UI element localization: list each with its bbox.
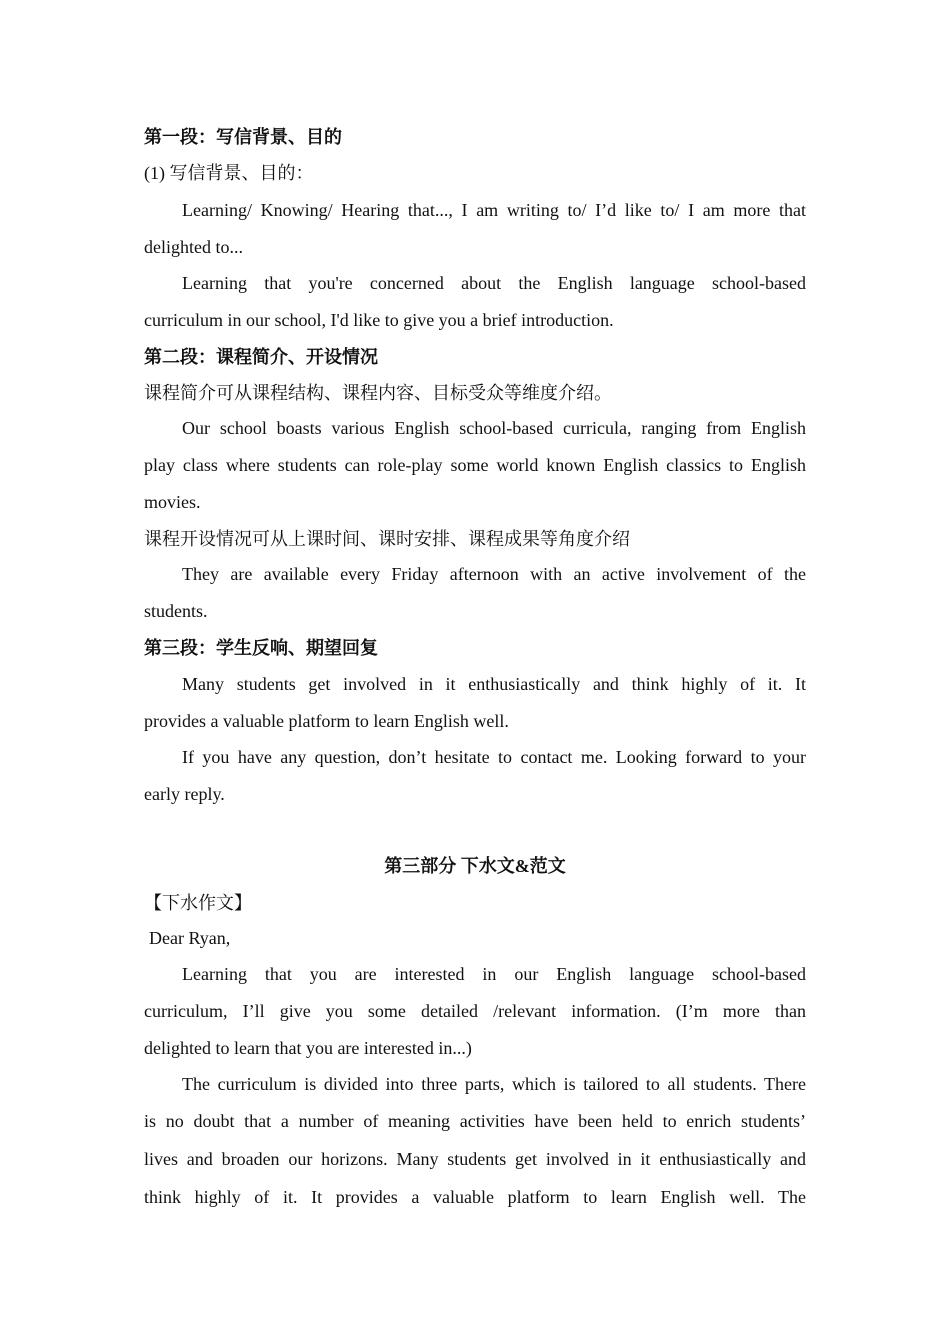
section1-p1-line: delighted to... bbox=[144, 237, 243, 257]
essay-p2-line: think highly of it. It provides a valuable platform to learn English well. The bbox=[144, 1187, 806, 1207]
section3-p2-line: If you have any question, don’t hesitate to contact me. Looking forward to your bbox=[182, 747, 806, 767]
essay-p1-line: curriculum, I’ll give you some detailed /relevant information. (I’m more than bbox=[144, 1001, 806, 1021]
letter-greeting: Dear Ryan, bbox=[149, 928, 231, 948]
section3-p2-line: early reply. bbox=[144, 784, 225, 804]
section1-subheading: (1) 写信背景、目的： bbox=[144, 163, 314, 183]
section3-p1-line: Many students get involved in it enthusiastically and think highly of it. It bbox=[182, 674, 806, 694]
section1-p1-line: Learning/ Knowing/ Hearing that..., I am writing to/ I’d like to/ I am more that bbox=[182, 200, 806, 220]
section2-note: 课程开设情况可从上课时间、课时安排、课程成果等角度介绍 bbox=[144, 529, 630, 549]
section1-p2-line: curriculum in our school, I'd like to give you a brief introduction. bbox=[144, 310, 614, 330]
section2-note: 课程简介可从课程结构、课程内容、目标受众等维度介绍。 bbox=[144, 383, 612, 403]
section2-p1-line: play class where students can role-play some world known English classics to English bbox=[144, 455, 806, 475]
section2-p2-line: They are available every Friday afternoon with an active involvement of the bbox=[182, 564, 806, 584]
essay-p1-line: Learning that you are interested in our English language school-based bbox=[182, 964, 806, 984]
essay-p2-line: The curriculum is divided into three parts, which is tailored to all students. There bbox=[182, 1074, 806, 1094]
section1-p2-line: Learning that you're concerned about the English language school-based bbox=[182, 273, 806, 293]
section2-p2-line: students. bbox=[144, 601, 208, 621]
essay-p2-line: is no doubt that a number of meaning activities have been held to enrich students’ bbox=[144, 1111, 806, 1131]
section2-p1-line: movies. bbox=[144, 492, 201, 512]
section3-heading: 第三段：学生反响、期望回复 bbox=[144, 638, 378, 658]
essay-p1-line: delighted to learn that you are interested in...) bbox=[144, 1038, 472, 1058]
section2-heading: 第二段：课程简介、开设情况 bbox=[144, 347, 378, 367]
section2-p1-line: Our school boasts various English school-based curricula, ranging from English bbox=[182, 418, 806, 438]
essay-p2-line: lives and broaden our horizons. Many students get involved in it enthusiastically and bbox=[144, 1149, 806, 1169]
section3-p1-line: provides a valuable platform to learn English well. bbox=[144, 711, 509, 731]
section1-heading: 第一段：写信背景、目的 bbox=[144, 127, 342, 147]
part3-title: 第三部分 下水文&范文 bbox=[384, 856, 566, 876]
essay-label: 【下水作文】 bbox=[144, 893, 252, 913]
